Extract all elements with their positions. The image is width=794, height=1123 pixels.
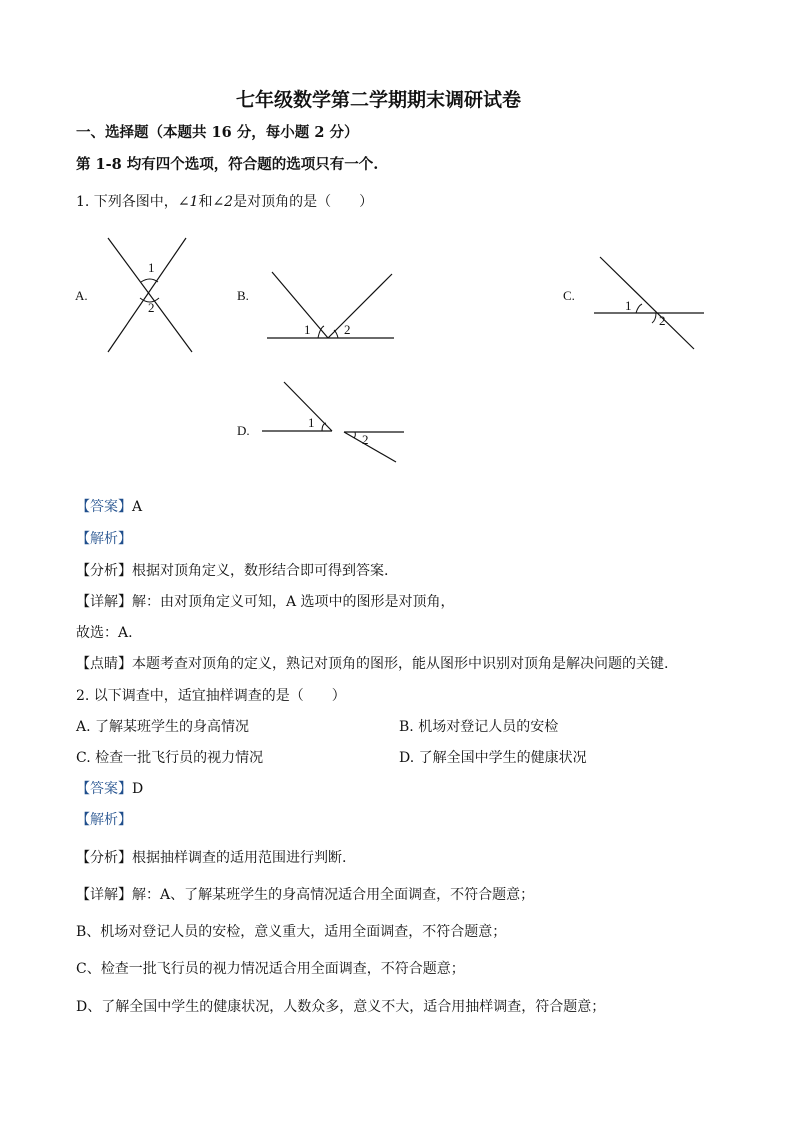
line-b2 [328, 274, 392, 338]
q1-guxuan: 故选：A. [76, 625, 133, 641]
angle-label-1: 1 [308, 415, 315, 430]
angle-label-2: 2 [148, 300, 155, 315]
answer-tag: 【答案】 [76, 499, 132, 515]
figure-option-b [262, 266, 402, 346]
option-c-label: C. [563, 288, 575, 303]
question-1-stem [76, 193, 373, 211]
line-a2 [108, 238, 186, 352]
angle-arc-1 [141, 279, 158, 282]
xiangjie-tag: 【详解】 [76, 594, 132, 610]
q2-answer [76, 780, 143, 798]
angle-arc-2 [334, 330, 338, 338]
q2-option-c: C. 检查一批飞行员的视力情况 [76, 750, 264, 766]
q2-line-c: C、检查一批飞行员的视力情况适合用全面调查，不符合题意； [76, 961, 465, 977]
answer-value: D [132, 781, 144, 797]
angle-label-1: 1 [625, 298, 632, 313]
page-title: 七年级数学第二学期期末调研试卷 [236, 89, 522, 111]
angle-label-1: 1 [148, 260, 155, 275]
fenxi-tag: 【分析】 [76, 563, 132, 579]
line-b1 [272, 272, 328, 338]
line-a1 [108, 238, 192, 352]
angle-2-symbol: ∠2 [212, 194, 234, 210]
fenxi-text: 根据抽样调查的适用范围进行判断. [132, 850, 347, 866]
q2-line-d: D、了解全国中学生的健康状况，人数众多，意义不大，适合用抽样调查，符合题意； [76, 999, 606, 1015]
q1-fenxi [76, 562, 388, 580]
xiangjie-text: 解：A、了解某班学生的身高情况适合用全面调查，不符合题意； [132, 887, 535, 903]
stem-suffix: 是对顶角的是（ ） [233, 194, 374, 210]
dianjing-text: 本题考查对顶角的定义，熟记对顶角的图形，能从图形中识别对顶角是解决问题的关键. [132, 656, 669, 672]
option-d-label: D. [237, 423, 250, 438]
fenxi-tag: 【分析】 [76, 850, 132, 866]
option-a-label: A. [75, 288, 88, 303]
q1-xiangjie [76, 593, 455, 611]
figure-option-c [590, 253, 706, 353]
q1-dianjing [76, 655, 668, 673]
angle-label-2: 2 [344, 322, 351, 337]
q2-option-b: B. 机场对登记人员的安检 [399, 719, 559, 735]
xiangjie-text: 解：由对顶角定义可知，A 选项中的图形是对顶角， [132, 594, 455, 610]
q2-option-a: A. 了解某班学生的身高情况 [76, 719, 250, 735]
fenxi-text: 根据对顶角定义，数形结合即可得到答案. [132, 563, 389, 579]
figure-option-a [100, 232, 200, 356]
q1-analysis-tag: 【解析】 [76, 531, 132, 547]
line-d2-slant [344, 432, 396, 462]
q2-fenxi [76, 849, 346, 867]
q2-option-d: D. 了解全国中学生的健康状况 [399, 750, 587, 766]
angle-arc-1 [636, 304, 642, 313]
angle-arc-2 [652, 313, 656, 323]
angle-label-2: 2 [659, 313, 666, 328]
angle-arc-2 [354, 432, 355, 438]
section-heading: 一、选择题（本题共 16 分，每小题 2 分） [76, 124, 359, 141]
q2-line-b: B、机场对登记人员的安检，意义重大，适用全面调查，不符合题意； [76, 924, 507, 940]
stem-and: 和 [198, 194, 213, 210]
angle-label-1: 1 [304, 322, 311, 337]
question-2-stem: 2. 以下调查中，适宜抽样调查的是（ ） [76, 688, 346, 704]
stem-prefix: 1. 下列各图中， [76, 194, 178, 210]
answer-tag: 【答案】 [76, 781, 132, 797]
option-b-label: B. [237, 288, 249, 303]
q1-answer [76, 498, 142, 516]
figure-option-d [260, 378, 410, 466]
transversal-c [600, 257, 694, 349]
q2-xiangjie [76, 886, 534, 904]
q2-analysis-tag: 【解析】 [76, 812, 132, 828]
answer-value: A [132, 499, 143, 515]
angle-label-2: 2 [362, 432, 369, 447]
section-instruction: 第 1-8 均有四个选项，符合题的选项只有一个. [76, 156, 379, 173]
dianjing-tag: 【点睛】 [76, 656, 132, 672]
angle-1-symbol: ∠1 [177, 194, 199, 210]
xiangjie-tag: 【详解】 [76, 887, 132, 903]
